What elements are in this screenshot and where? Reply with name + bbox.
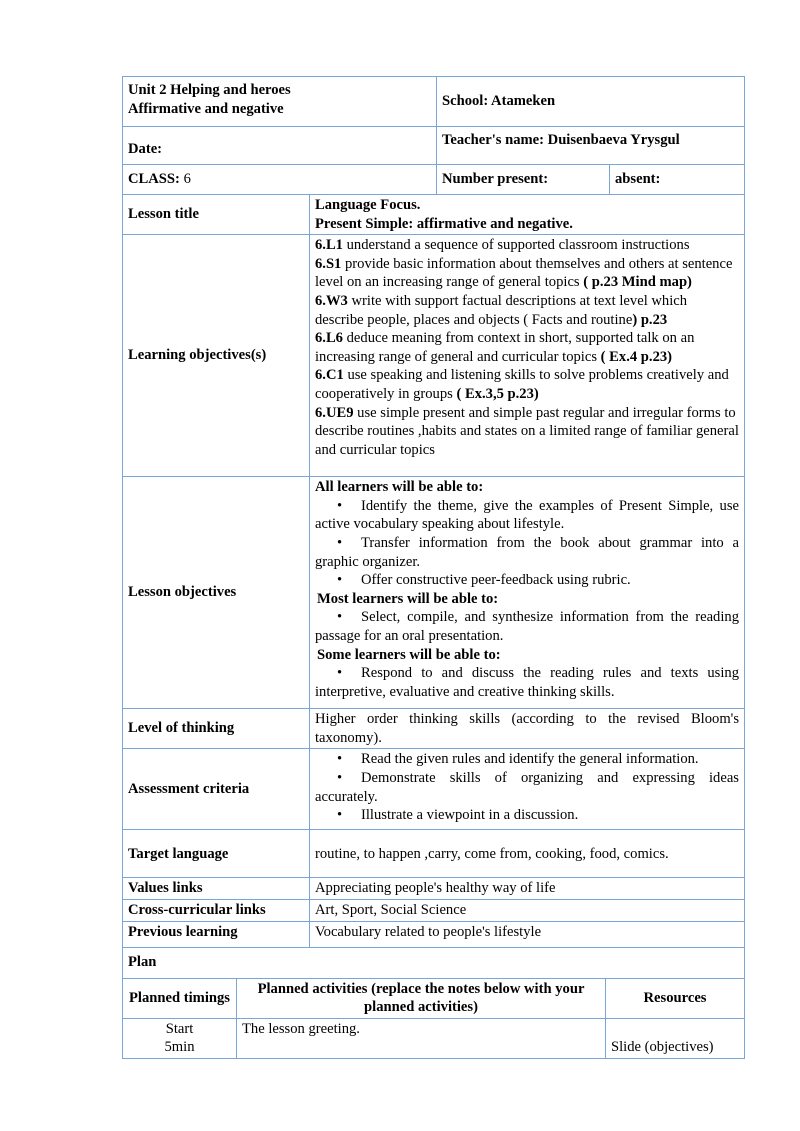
- lesson-plan-page: [122, 76, 744, 1059]
- objective-text: use speaking and listening skills to solve problems creatively and cooperatively in groups: [315, 367, 729, 402]
- lesson-objectives-label: Lesson objectives: [123, 477, 310, 709]
- learning-objectives-label: Learning objectives(s): [123, 235, 310, 477]
- unit-title: Unit 2 Helping and heroes: [128, 82, 291, 98]
- objective-code: 6.C1: [315, 367, 344, 384]
- all-learners-item: • Identify the theme, give the examples of Present Simple, use active vocabulary speaking about lifestyle.: [315, 497, 739, 534]
- plan-resource-text: Slide (objectives): [611, 1039, 714, 1056]
- values-links-label: Values links: [123, 878, 310, 900]
- objective-reference: ( Ex.4 p.23): [600, 348, 673, 365]
- objective-text: write with support factual descriptions at text level which describe people, places and objects ( Facts and routine: [315, 292, 688, 328]
- learning-objective-item: [315, 236, 739, 255]
- plan-timing-cell: [123, 1018, 237, 1058]
- learning-objectives-cell: [310, 235, 745, 477]
- some-learners-item: • Respond to and discuss the reading rules and texts using interpretive, evaluative and creative thinking skills.: [315, 664, 739, 701]
- lesson-title-line1: Language Focus.: [315, 197, 421, 213]
- plan-table: [122, 978, 745, 1059]
- previous-learning-text: Vocabulary related to people's lifestyle: [310, 921, 745, 947]
- all-learners-heading: All learners will be able to:: [315, 479, 484, 496]
- number-present-cell: [437, 165, 610, 195]
- plan-row: [123, 1018, 745, 1058]
- plan-col-activities: Planned activities (replace the notes below with your planned activities): [237, 978, 606, 1018]
- teacher-name: Teacher's name: Duisenbaeva Yrysgul: [442, 132, 680, 148]
- assessment-criteria-label: Assessment criteria: [123, 749, 310, 830]
- objective-code: 6.S1: [315, 255, 342, 272]
- learning-objective-item: [315, 366, 739, 403]
- all-learners-item: • Transfer information from the book about grammar into a graphic organizer.: [315, 534, 739, 571]
- unit-subtitle: Affirmative and negative: [128, 100, 284, 117]
- objective-reference: ) p.23: [632, 311, 668, 328]
- objective-text: use simple present and simple past regular and irregular forms to describe routines ,habits and states on a limited range of familiar general and curricular topics: [315, 404, 739, 458]
- absent-cell: [610, 165, 745, 195]
- main-table: [122, 194, 745, 979]
- unit-cell: [123, 77, 437, 127]
- previous-learning-label: Previous learning: [123, 921, 310, 947]
- objective-reference: ( p.23 Mind map): [583, 274, 692, 291]
- class-cell: [123, 165, 437, 195]
- objective-text: understand a sequence of supported classroom instructions: [342, 237, 690, 254]
- assessment-criteria-cell: [310, 749, 745, 830]
- most-learners-heading: Most learners will be able to:: [317, 590, 499, 607]
- assessment-item: • Illustrate a viewpoint in a discussion.: [315, 806, 739, 825]
- plan-activity-cell: The lesson greeting.: [237, 1018, 606, 1058]
- class-label: CLASS:: [128, 171, 180, 188]
- level-of-thinking-text: Higher order thinking skills (according to the revised Bloom's taxonomy).: [310, 709, 745, 749]
- some-learners-heading: Some learners will be able to:: [317, 646, 501, 663]
- lesson-objectives-cell: [310, 477, 745, 709]
- all-learners-item: • Offer constructive peer-feedback using rubric.: [315, 571, 739, 590]
- date-cell: [123, 127, 437, 165]
- school-name: School: Atameken: [442, 93, 556, 110]
- assessment-item: • Read the given rules and identify the general information.: [315, 750, 739, 769]
- lesson-title-cell: [310, 195, 745, 235]
- learning-objective-item: [315, 329, 739, 366]
- learning-objective-item: [315, 255, 739, 292]
- assessment-item: • Demonstrate skills of organizing and expressing ideas accurately.: [315, 769, 739, 806]
- most-learners-item: • Select, compile, and synthesize information from the reading passage for an oral presentation.: [315, 608, 739, 645]
- date-label: Date:: [128, 140, 163, 157]
- objective-code: 6.L6: [315, 330, 343, 347]
- plan-timing-stage: Start: [165, 1020, 194, 1037]
- lesson-title-line2: Present Simple: affirmative and negative.: [315, 215, 573, 232]
- learning-objective-item: [315, 292, 739, 329]
- objective-code: 6.UE9: [315, 404, 354, 421]
- target-language-label: Target language: [123, 830, 310, 878]
- objective-text: provide basic information about themselves and others at sentence level on an increasing range of general topics: [315, 255, 733, 291]
- plan-col-resources: Resources: [606, 978, 745, 1018]
- school-cell: [437, 77, 745, 127]
- objective-code: 6.L1: [315, 237, 343, 254]
- cross-curricular-text: Art, Sport, Social Science: [310, 899, 745, 921]
- teacher-cell: [437, 127, 745, 165]
- objective-reference: ( Ex.3,5 p.23): [456, 385, 539, 402]
- header-table: [122, 76, 745, 195]
- absent-label: absent:: [615, 171, 661, 188]
- number-present-label: Number present:: [442, 171, 549, 188]
- objective-text: deduce meaning from context in short, supported talk on an increasing range of general and curricular topics: [315, 330, 695, 365]
- level-of-thinking-label: Level of thinking: [123, 709, 310, 749]
- plan-col-timings: Planned timings: [123, 978, 237, 1018]
- plan-heading: Plan: [123, 947, 745, 978]
- objective-code: 6.W3: [315, 292, 348, 309]
- plan-resource-cell: [606, 1018, 745, 1058]
- values-links-text: Appreciating people's healthy way of life: [310, 878, 745, 900]
- cross-curricular-label: Cross-curricular links: [123, 899, 310, 921]
- class-value: 6: [183, 171, 191, 188]
- learning-objective-item: [315, 404, 739, 460]
- target-language-text: routine, to happen ,carry, come from, cooking, food, comics.: [310, 830, 745, 878]
- plan-timing-duration: 5min: [164, 1039, 195, 1056]
- lesson-title-label: Lesson title: [123, 195, 310, 235]
